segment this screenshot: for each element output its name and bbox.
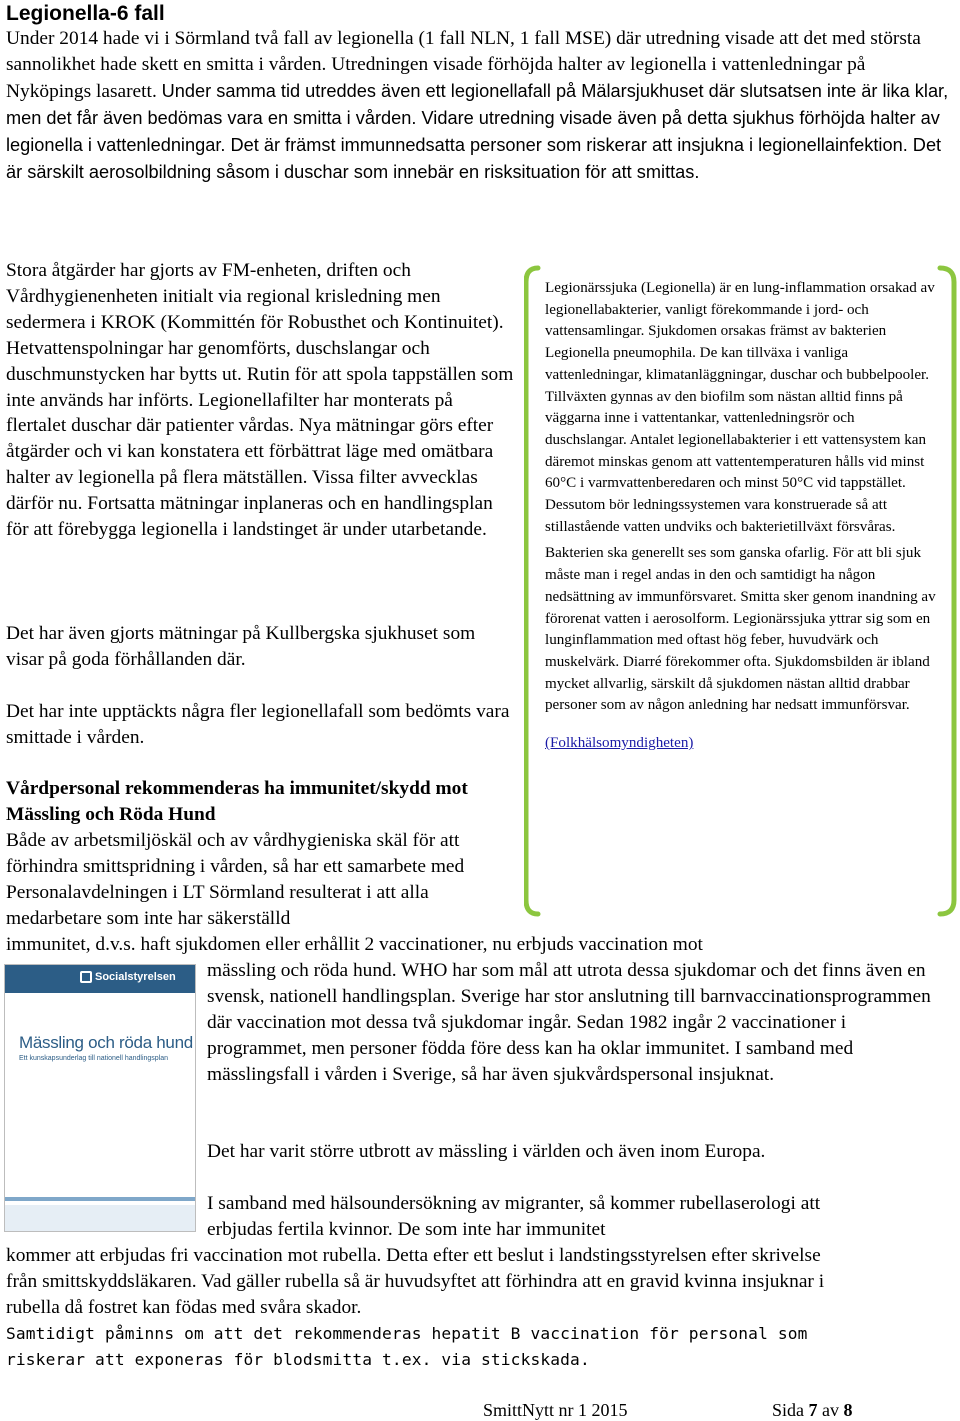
source-link[interactable]: (Folkhälsomyndigheten) bbox=[545, 735, 694, 752]
measles-intro-text: Både av arbetsmiljöskäl och av vårdhygieniska skäl för att förhindra smittspridning i vården, så har ett samarbete med Personalavdelningen i LT Sörmland resulterat i att alla medarbetare som inte har säkerställd bbox=[6, 830, 465, 929]
rubella-paragraph-start: I samband med hälsoundersökning av migranter, så kommer rubellaserologi att erbjudas fertila kvinnor. De som inte har immunitet bbox=[207, 1193, 821, 1240]
europe-outbreak-paragraph: Det har varit större utbrott av mässling i världen och även inom Europa. bbox=[207, 1141, 766, 1162]
measles-who-paragraph: mässling och röda hund. WHO har som mål att utrota dessa sjukdomar och det finns även en svensk, nationell handlingsplan. Sverige har stor anslutning till barnvaccinationsprogrammen där vaccination mot dessa två sjukdomar ingår. Sedan 1982 ingår 2 vaccinationer i programmet, men personer födda före dess kan ha oklar immunitet. I samband med mässlingsfall i vården i Sverige, så har även sjukvårdspersonal insjuknat. bbox=[207, 960, 931, 1085]
report-cover-image bbox=[4, 964, 196, 1232]
publisher-logo-icon bbox=[80, 971, 92, 983]
cover-title: Mässling och röda hund bbox=[19, 1033, 193, 1052]
kullbergska-paragraph: Det har även gjorts mätningar på Kullbergska sjukhuset som visar på goda förhållanden där. bbox=[6, 623, 476, 670]
footer-issue: SmittNytt nr 1 2015 bbox=[483, 1400, 628, 1420]
page-total: 8 bbox=[843, 1400, 853, 1420]
intro-serif-text: Under 2014 hade vi i Sörmland två fall av legionella (1 fall NLN, 1 fall MSE) där utredning visade att det med största sannolikhet hade skett en smitta i vården. Utredningen visade förhöjda halter av legionella i vattenledningar på Nyköpings lasarett. bbox=[6, 28, 921, 102]
publisher-logo bbox=[80, 971, 176, 983]
measles-heading: Vårdpersonal rekommenderas ha immunitet/skydd mot Mässling och Röda Hund bbox=[6, 778, 468, 825]
publisher-name: Socialstyrelsen bbox=[95, 971, 176, 983]
legionella-fact-box bbox=[524, 260, 958, 920]
hepatitis-b-paragraph: Samtidigt påminns om att det rekommenderas hepatit B vaccination för personal som riskerar att exponeras för blodsmitta t.ex. via stickskada. bbox=[6, 1324, 808, 1369]
footer-page-number bbox=[772, 1400, 853, 1421]
fact-box-paragraph-2: Bakterien ska generellt ses som ganska ofarlig. För att bli sjuk måste man i regel andas in den och samtidigt ha någon nedsättning av immunförsvaret. Smitta sker genom inandning av förorenat vatten i aerosolform. Legionärssjuka yttrar sig som en lunginflammation med oftast hög feber, huvudvärk och muskelvärk. Diarré förekommer ofta. Sjukdomsbilden är ibland mycket allvarlig, särskilt då sjukdomen nästan alltid drabbar personer som av någon anledning har nedsatt immunförsvar. bbox=[545, 545, 936, 714]
rubella-paragraph-end: kommer att erbjudas fri vaccination mot rubella. Detta efter ett beslut i landstingsstyrelsen efter skrivelse från smittskyddsläkaren. Vad gäller rubella så är huvudsyftet att förhindra att en gravid kvinna insjuknar i rubella då fostret kan födas med svåra skador. bbox=[6, 1245, 825, 1318]
intro-paragraph bbox=[6, 26, 951, 186]
measures-paragraph: Stora åtgärder har gjorts av FM-enheten, driften och Vårdhygienenheten initialt via regional krisledning men sedermera i KROK (Kommittén för Robusthet och Kontinuitet). Hetvattenspolningar har genomförts, duschslangar och duschmunstycken har bytts ut. Rutin för att spola tappställen som inte används har införts. Legionellafilter har monterats på flertalet duschar där patienter vårdas. Nya mätningar görs efter åtgärder och vi kan konstatera ett förbättrat läge med omätbara halter av legionella på flera mätställen. Vissa filter avvecklas därför nu. Fortsatta mätningar inplaneras och en handlingsplan för att förebygga legionella i landstinget är under utarbetande. bbox=[6, 260, 514, 541]
measles-full-line: immunitet, d.v.s. haft sjukdomen eller erhållit 2 vaccinationer, nu erbjuds vaccination mot bbox=[6, 934, 703, 955]
cover-stripe bbox=[5, 1197, 195, 1201]
page-prefix: Sida bbox=[772, 1400, 805, 1420]
article-title: Legionella-6 fall bbox=[6, 2, 165, 25]
page-sep: av bbox=[822, 1400, 840, 1420]
page-current: 7 bbox=[808, 1400, 818, 1420]
fact-box-paragraph-1: Legionärssjuka (Legionella) är en lung-inflammation orsakad av legionellabakterier, vanligt förekommande i jord- och vattensamlingar. Sjukdomen orsakas främst av bakterien Legionella pneumophila. De kan tillväxa i vanliga vattenledningar, klimatanläggningar, duschar och bubbelpooler. Tillväxten gynnas av den biofilm som nästan alltid finns på väggarna inne i vattentankar, vattenledningsrör och duschslangar. Antalet legionellabakterier i ett vattensystem kan däremot minskas genom att vattentemperaturen hålls vid minst 60°C i varmvattenberedaren och minst 50°C vid tappstället. Dessutom bör ledningssystemen vara konstruerade så att stillastående vatten undviks och bakterietillväxt försvåras. bbox=[545, 280, 935, 535]
cover-footer-band bbox=[5, 1205, 195, 1231]
no-new-cases-paragraph: Det har inte upptäckts några fler legionellafall som bedömts vara smittade i vården. bbox=[6, 701, 510, 748]
cover-subtitle: Ett kunskapsunderlag till nationell handlingsplan bbox=[19, 1055, 169, 1062]
intro-sans-text: Under samma tid utreddes även ett legionellafall på Mälarsjukhuset där slutsatsen inte är lika klar, men det får även bedömas vara en smitta i vården. Vidare utredning visade även på detta sjukhus förhöjda halter av legionella i vattenledningar. Det är främst immunnedsatta personer som riskerar att insjukna i legionellainfektion. Det är särskilt aerosolbildning såsom i duschar som innebär en risksituation för att smittas. bbox=[6, 81, 949, 182]
